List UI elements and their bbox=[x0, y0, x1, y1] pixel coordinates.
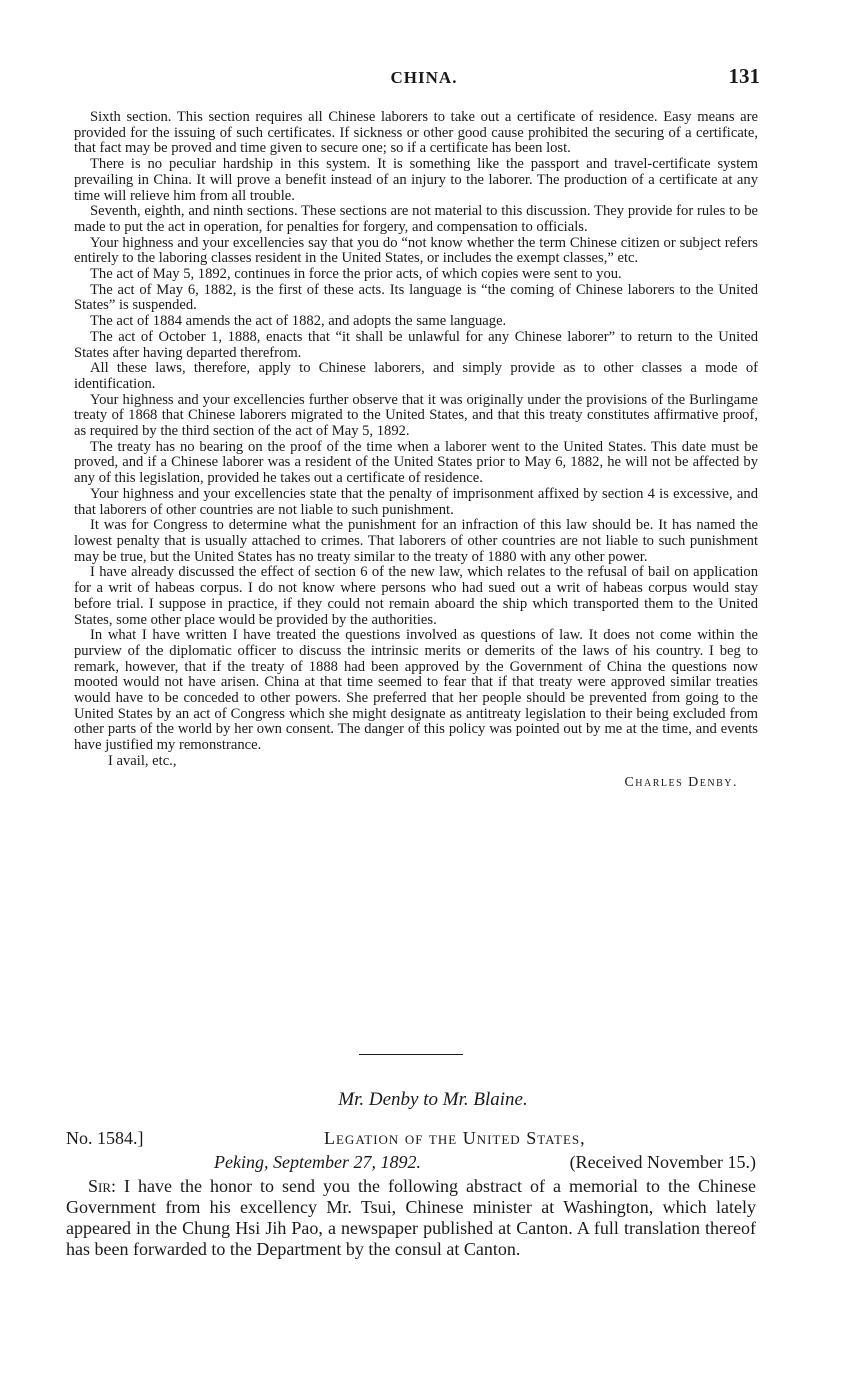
letter-two-body bbox=[66, 1176, 756, 1260]
paragraph: The act of May 6, 1882, is the first of these acts. Its language is “the coming of Chinese laborers to the United States” is suspended. bbox=[74, 281, 758, 314]
dateline: Peking, September 27, 1892. bbox=[214, 1152, 421, 1172]
letter-one-body bbox=[74, 110, 758, 790]
paragraph bbox=[66, 1176, 756, 1260]
dispatch-dateline bbox=[66, 1152, 756, 1176]
page-number: 131 bbox=[728, 64, 760, 88]
legation-heading: Legation of the United States, bbox=[324, 1128, 586, 1148]
received-date: (Received November 15.) bbox=[569, 1152, 756, 1172]
running-head: CHINA. bbox=[390, 68, 458, 87]
signature: Charles Denby. bbox=[624, 774, 738, 790]
paragraph: The act of 1884 amends the act of 1882, and adopts the same language. bbox=[90, 313, 507, 330]
page-header bbox=[88, 64, 760, 94]
dispatch-number: No. 1584.] bbox=[66, 1128, 144, 1148]
paragraph: Your highness and your excellencies state that the penalty of imprisonment affixed by section 4 is excessive, and that laborers of other countries are not liable to such punishment. bbox=[74, 485, 758, 518]
section-divider bbox=[359, 1054, 463, 1055]
letter-two-text: I have the honor to send you the following abstract of a memorial to the Chinese Government from his excellency Mr. Tsui, Chinese minister at Washington, which lately appeared in the Chung Hsi Jih Pao, a newspaper published at Canton. A full translation thereof has been forwarded to the Department by the consul at Canton. bbox=[66, 1176, 756, 1259]
paragraph: Seventh, eighth, and ninth sections. These sections are not material to this discussion. They provide for rules to be made to put the act in operation, for penalties for forgery, and compensation to officials. bbox=[74, 203, 758, 235]
salutation: Sir: bbox=[88, 1176, 117, 1196]
paragraph: I have already discussed the effect of section 6 of the new law, which relates to the refusal of bail on application for a writ of habeas corpus. I do not know where persons who had sued out a writ of habeas corpus would stay before trial. I suppose in practice, if they could not remain aboard the ship which transported them to the United States, some other place would be provided by the authorities. bbox=[74, 564, 758, 628]
paragraph: All these laws, therefore, apply to Chinese laborers, and simply provide as to other classes a mode of identification. bbox=[74, 360, 758, 392]
paragraph: There is no peculiar hardship in this system. It is something like the passport and travel-certificate system prevailing in China. It will prove a benefit instead of an injury to the laborer. The production of a certificate at any time will relieve him from all trouble. bbox=[74, 156, 758, 204]
paragraph: Your highness and your excellencies further observe that it was originally under the provisions of the Burlingame treaty of 1868 that Chinese laborers migrated to the United States, and that this treaty constitutes affirmative proof, as required by the third section of the act of May 5, 1892. bbox=[74, 391, 758, 440]
paragraph: Sixth section. This section requires all Chinese laborers to take out a certificate of residence. Easy means are provided for the issuing of such certificates. If sickness or other good cause prohibited the securing of a certificate, that fact may be proved and time given to secure one; so if a certificate has been lost. bbox=[74, 109, 758, 157]
paragraph: The act of October 1, 1888, enacts that “it shall be unlawful for any Chinese laborer” to return to the United States after having departed therefrom. bbox=[74, 328, 758, 361]
dispatch-heading bbox=[66, 1128, 756, 1152]
closing: I avail, etc., bbox=[108, 752, 177, 769]
letter-title: Mr. Denby to Mr. Blaine. bbox=[338, 1089, 528, 1110]
paragraph: In what I have written I have treated the questions involved as questions of law. It does not come within the purview of the diplomatic officer to discuss the intrinsic merits or demerits of the laws of his country. I beg to remark, however, that if the treaty of 1888 had been approved by the Government of China the questions now mooted would not have arisen. China at that time seemed to fear that if that treaty were approved similar treaties would have to be conceded to other powers. She preferred that her people should be prevented from going to the United States by an act of Congress which she might designate as antitreaty legislation to their being excluded from other parts of the world by her own consent. The danger of this policy was pointed out by me at the time, and events have justified my remonstrance. bbox=[74, 627, 758, 754]
paragraph: The treaty has no bearing on the proof of the time when a laborer went to the United States. This date must be proved, and if a Chinese laborer was a resident of the United States prior to May 6, 1882, he will not be affected by any of this legislation, provided he takes out a certificate of residence. bbox=[74, 438, 758, 487]
paragraph: It was for Congress to determine what the punishment for an infraction of this law should be. It has named the lowest penalty that is usually attached to crimes. That laborers of other countries are not liable to such punishment may be true, but the United States has no treaty similar to the treaty of 1880 with any other power. bbox=[74, 517, 758, 565]
paragraph: Your highness and your excellencies say that you do “not know whether the term Chinese citizen or subject refers entirely to the laboring classes resident in the United States, or includes the exempt classes,” etc. bbox=[74, 234, 758, 267]
paragraph: The act of May 5, 1892, continues in force the prior acts, of which copies were sent to you. bbox=[90, 266, 622, 283]
